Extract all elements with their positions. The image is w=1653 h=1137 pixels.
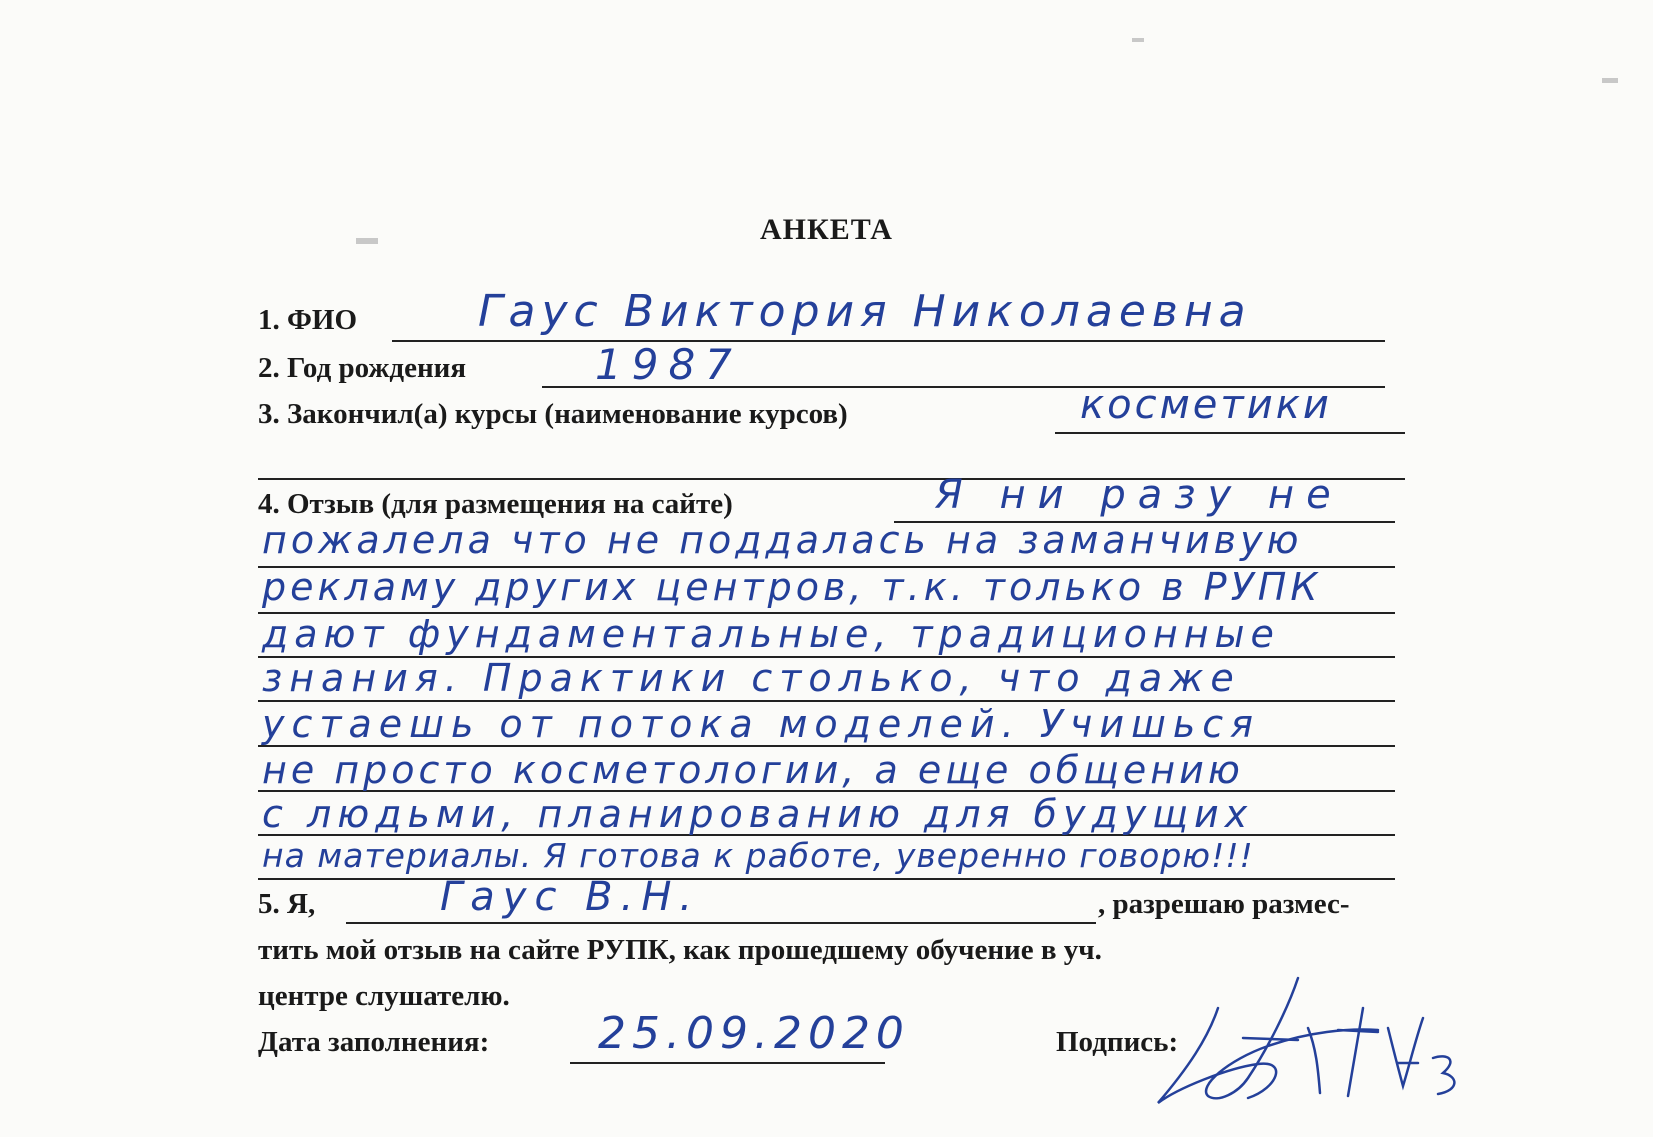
q4-line-8: с людьми, планированию для будущих: [262, 792, 1254, 836]
q4-underline-9: [258, 878, 1395, 880]
q4-line-1: Я ни разу не: [935, 472, 1343, 518]
q4-line-5: знания. Практики столько, что даже: [262, 656, 1241, 700]
signature-label: Подпись:: [1056, 1026, 1179, 1058]
q1-underline: [392, 340, 1385, 342]
q1-label: 1. ФИО: [258, 304, 358, 336]
q5-consent-tail: , разрешаю размес-: [1098, 888, 1350, 920]
q3-answer-handwriting: косметики: [1080, 382, 1332, 428]
q4-line-6: устаешь от потока моделей. Учишься: [262, 702, 1260, 746]
q5-answer-handwriting: Гаус В.Н.: [440, 874, 701, 920]
q3-label: 3. Закончил(а) курсы (наименование курсов): [258, 398, 848, 430]
q1-answer-handwriting: Гаус Виктория Николаевна: [478, 286, 1252, 337]
q4-line-3: рекламу других центров, т.к. только в РУПК: [262, 565, 1322, 609]
signature-scribble: [1148, 968, 1508, 1118]
q3-underline: [1055, 432, 1405, 434]
consent-line-3: центре слушателю.: [258, 980, 510, 1012]
q4-line-9: на материалы. Я готова к работе, уверенно говорю!!!: [262, 836, 1254, 875]
consent-line-2: тить мой отзыв на сайте РУПК, как прошедшему обучение в уч.: [258, 934, 1102, 966]
date-label: Дата заполнения:: [258, 1026, 490, 1058]
q5-label: 5. Я,: [258, 888, 316, 920]
q4-line-4: дают фундаментальные, традиционные: [262, 612, 1280, 656]
scan-speck: [1132, 38, 1144, 42]
date-underline: [570, 1062, 885, 1064]
q2-answer-handwriting: 1987: [595, 340, 742, 389]
q4-line-2: пожалела что не поддалась на заманчивую: [262, 518, 1303, 562]
date-handwriting: 25.09.2020: [598, 1008, 910, 1059]
q5-underline: [346, 922, 1096, 924]
form-title: АНКЕТА: [760, 213, 893, 246]
q4-line-7: не просто косметологии, а еще общению: [262, 748, 1244, 792]
scan-speck: [1602, 78, 1618, 83]
q2-label: 2. Год рождения: [258, 352, 467, 384]
q4-label: 4. Отзыв (для размещения на сайте): [258, 488, 733, 520]
